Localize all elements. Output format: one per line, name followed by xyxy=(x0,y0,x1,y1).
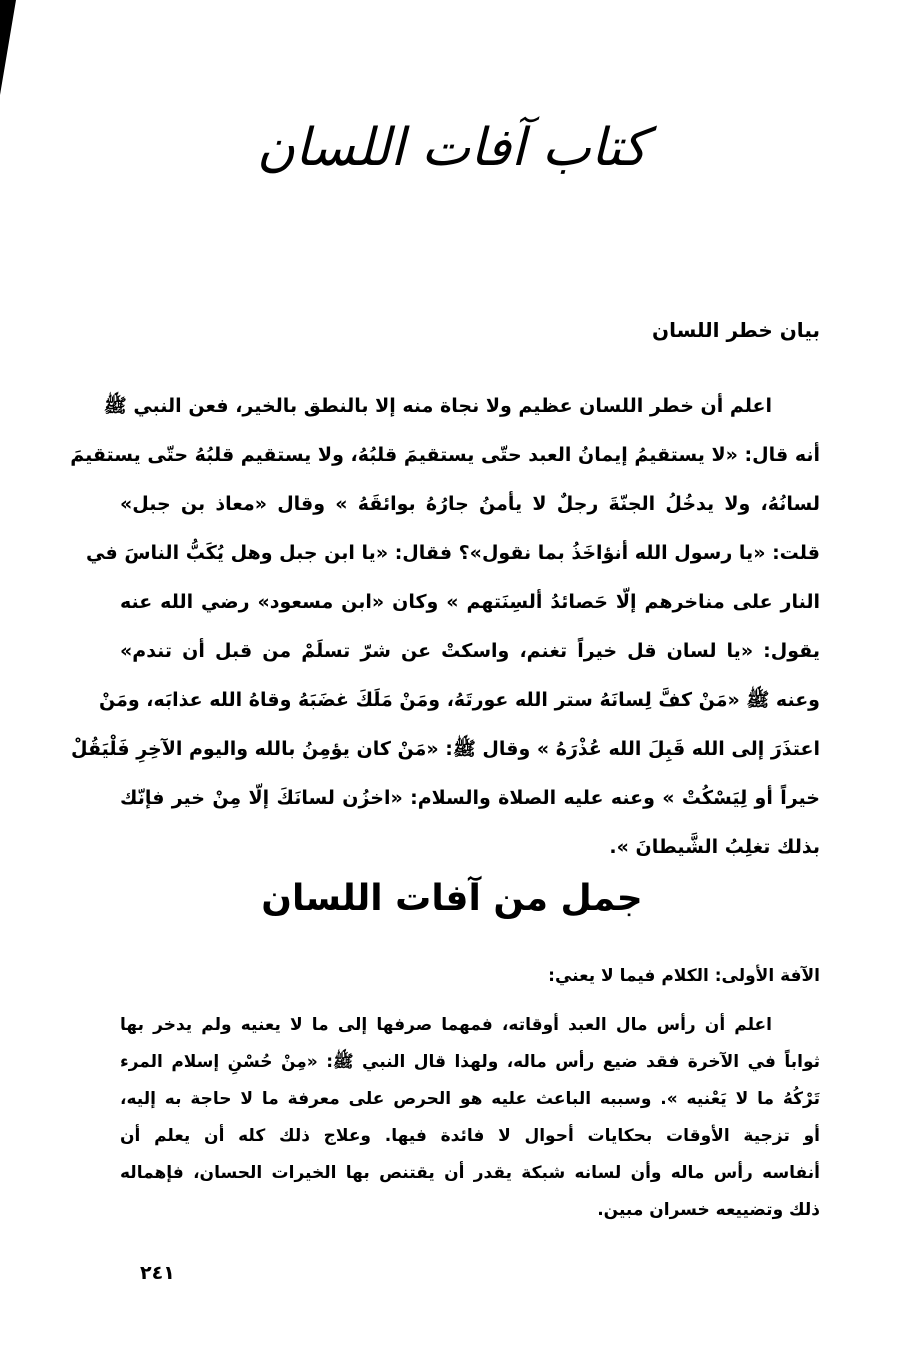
book-title: كتاب آفات اللسان xyxy=(256,118,648,178)
scan-edge-shadow xyxy=(0,0,16,95)
text-line: قلت: «يا رسول الله أنؤاخَذُ بما نقول»؟ فقال: «يا ابن جبل وهل يُكَبُّ الناسَ في xyxy=(86,542,820,564)
paragraph-2 xyxy=(120,1007,820,1229)
text-line: خيراً أو لِيَسْكُتْ » وعنه عليه الصلاة والسلام: «اخزُن لسانَكَ إلّا مِنْ خير فإنّك xyxy=(120,787,820,809)
text-line: لسانُهُ، ولا يدخُلُ الجنّةَ رجلٌ لا يأمنُ جارُهُ بوائقَهُ » وقال «معاذ بن جبل» xyxy=(120,493,820,515)
paragraph-1 xyxy=(70,382,820,872)
section-title: جمل من آفات اللسان xyxy=(261,878,643,919)
text-line: بذلك تغلِبُ الشَّيطانَ ». xyxy=(609,836,820,858)
text-line: تَرْكُهُ ما لا يَعْنيه ». وسببه الباعث عليه هو الحرص على معرفة ما لا حاجة به إليه، xyxy=(120,1089,820,1109)
text-line: النار على مناخرهم إلّا حَصائدُ ألسِنَتهم » وكان «ابن مسعود» رضي الله عنه xyxy=(120,591,820,613)
page-number: ٢٤١ xyxy=(140,1262,175,1284)
text-line: يقول: «يا لسان قل خيراً تغنم، واسكتْ عن شرّ تسلَمْ من قبل أن تندم» xyxy=(120,640,820,662)
text-line: اعلم أن خطر اللسان عظيم ولا نجاة منه إلا بالنطق بالخير، فعن النبي ﷺ xyxy=(103,395,772,417)
text-line: اعلم أن رأس مال العبد أوقاته، فمهما صرفها إلى ما لا يعنيه ولم يدخر بها xyxy=(120,1015,772,1035)
text-line: وعنه ﷺ «مَنْ كفَّ لِسانَهُ ستر الله عورتَهُ، ومَنْ مَلَكَ غضَبَهُ وقاهُ الله عذابَه، ومَنْ xyxy=(99,689,820,711)
text-line: اعتذَرَ إلى الله قَبِلَ الله عُذْرَهُ » وقال ﷺ: «مَنْ كان يؤمِنُ بالله واليوم الآخِرِ فَلْيَقُلْ xyxy=(71,738,820,760)
text-line: أنه قال: «لا يستقيمُ إيمانُ العبد حتّى يستقيمَ قلبُهُ، ولا يستقيم قلبُهُ حتّى يستقيمَ xyxy=(70,444,820,466)
text-line: أنفاسه رأس ماله وأن لسانه شبكة يقدر أن يقتنص بها الخيرات الحسان، فإهماله xyxy=(120,1163,820,1183)
subsection-heading: الآفة الأولى: الكلام فيما لا يعني: xyxy=(548,966,820,986)
section-heading: بيان خطر اللسان xyxy=(652,318,820,342)
text-line: ثواباً في الآخرة فقد ضيع رأس ماله، ولهذا قال النبي ﷺ: «مِنْ حُسْنِ إسلام المرء xyxy=(120,1052,820,1072)
text-line: ذلك وتضييعه خسران مبين. xyxy=(597,1200,820,1220)
text-line: أو تزجية الأوقات بحكايات أحوال لا فائدة فيها. وعلاج ذلك كله أن يعلم أن xyxy=(120,1126,820,1146)
